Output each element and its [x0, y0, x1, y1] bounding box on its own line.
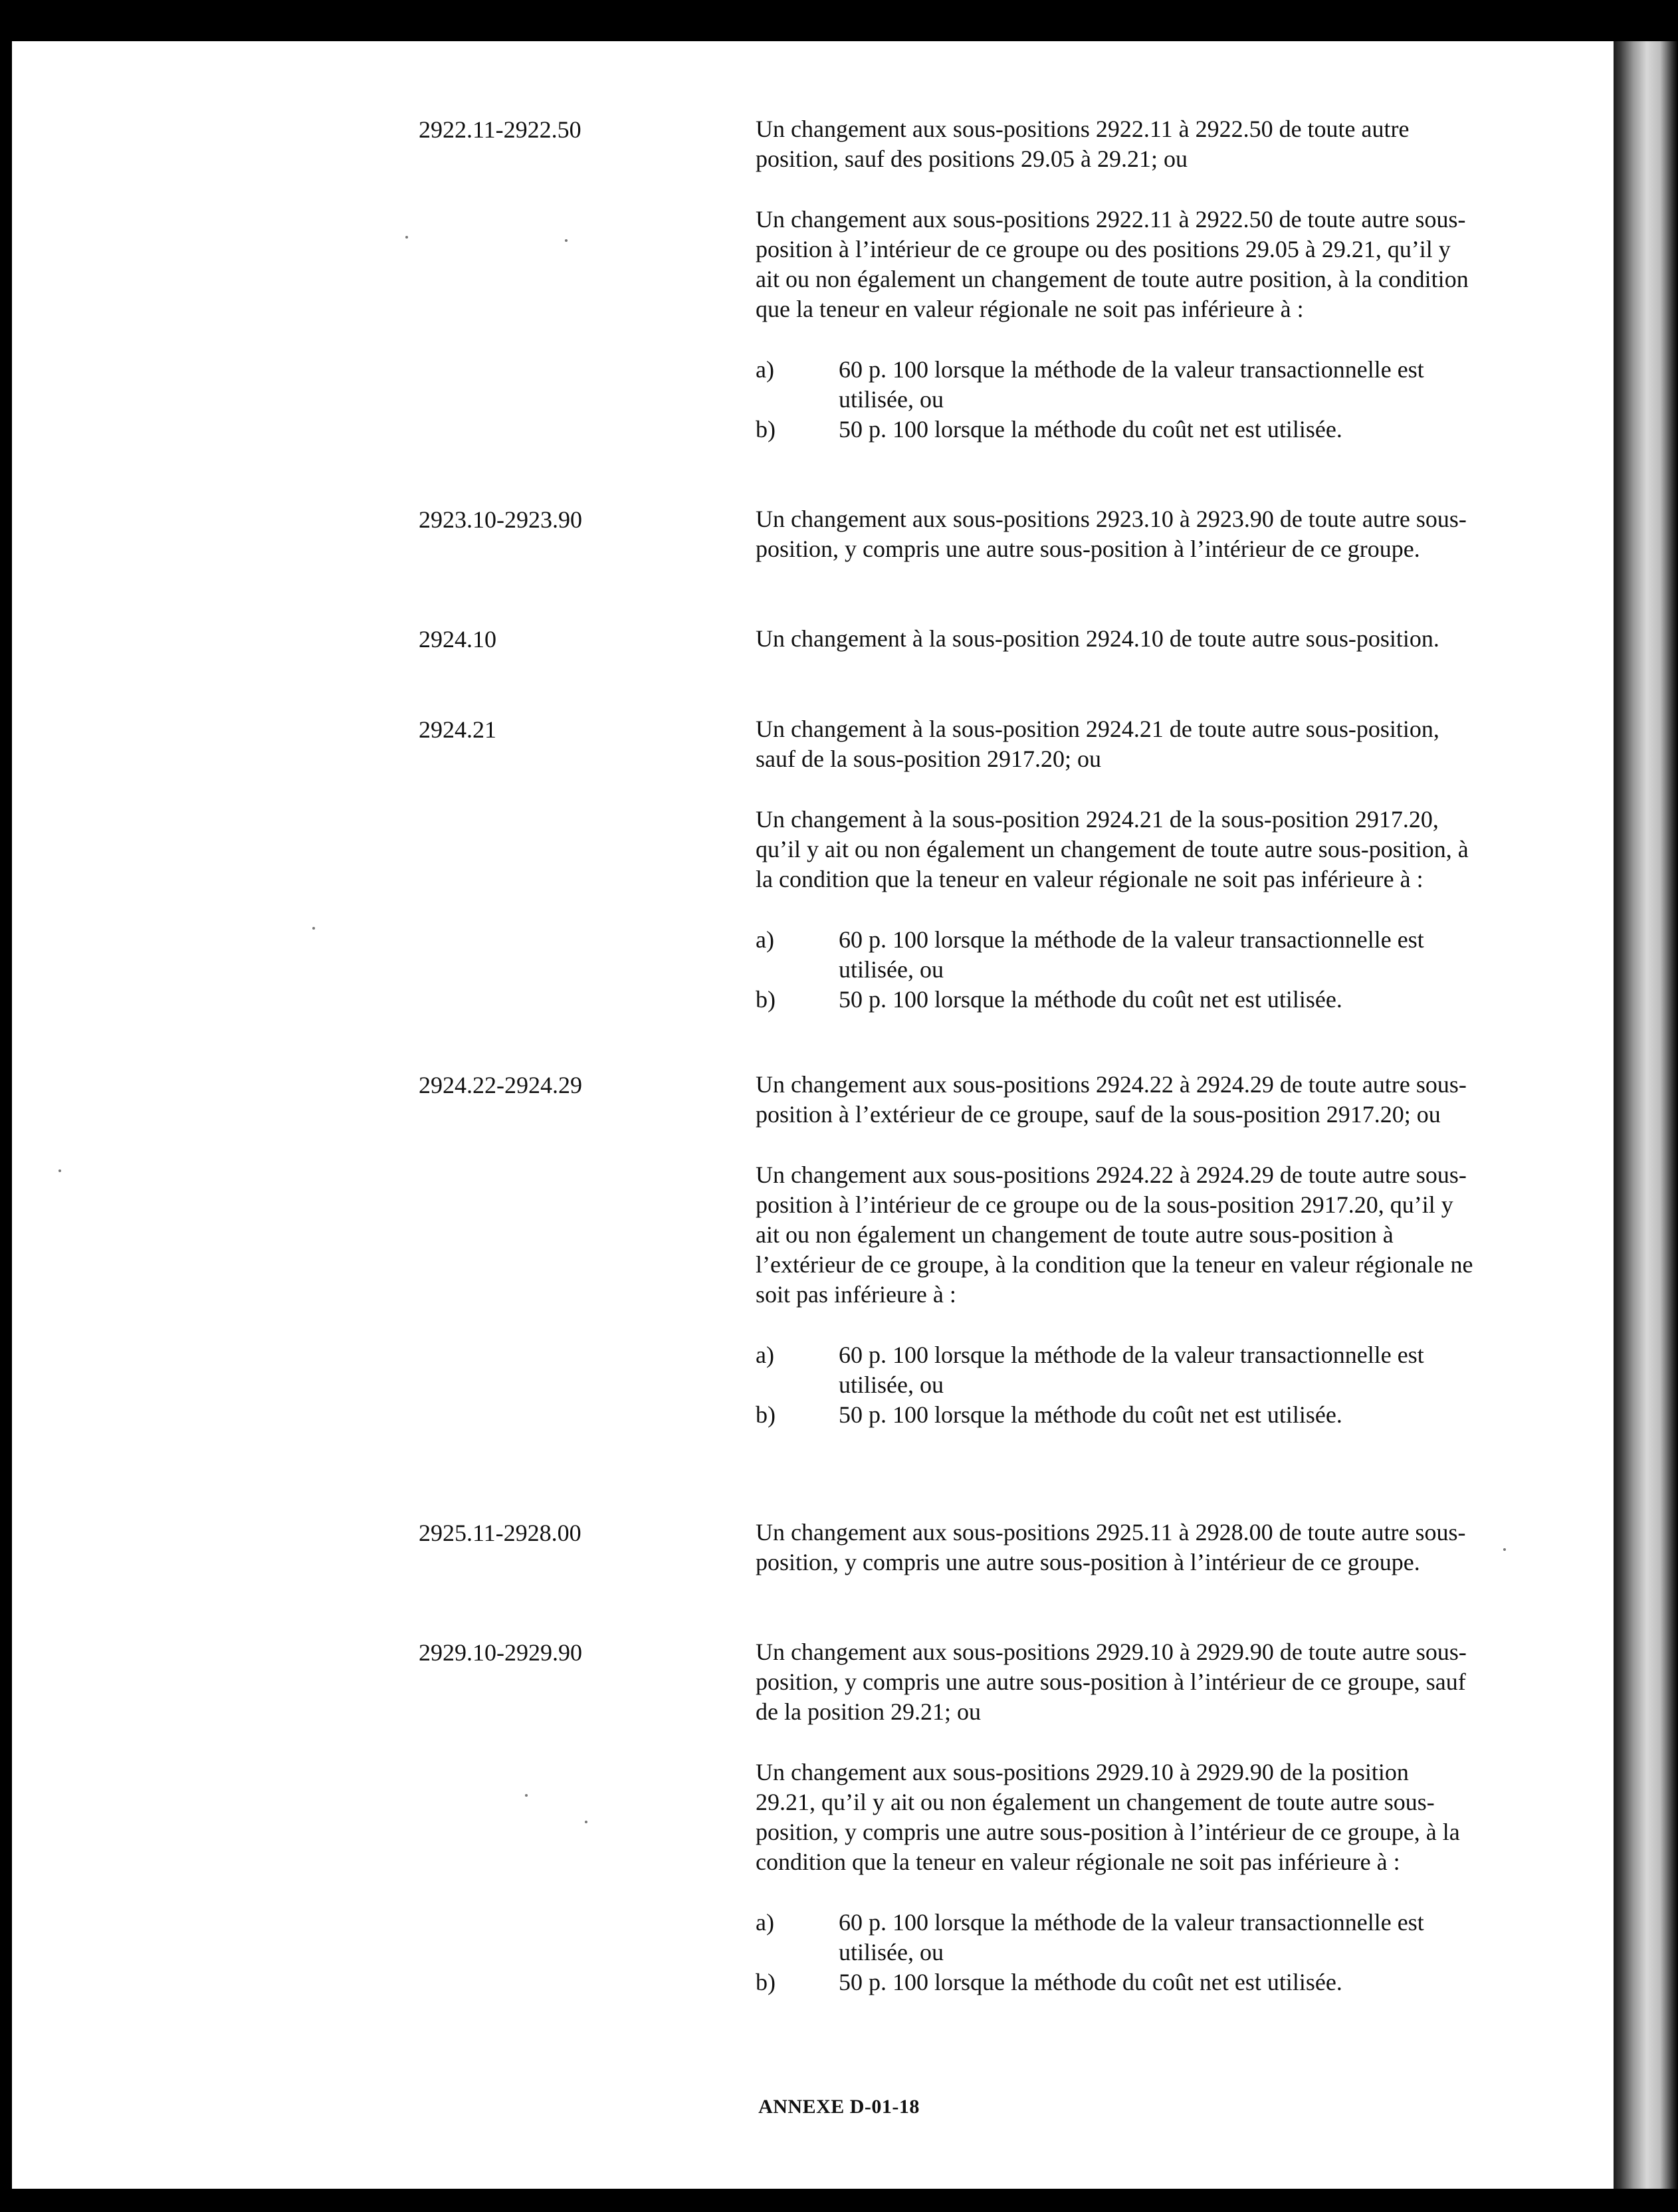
- item-marker: a): [756, 1909, 774, 1936]
- item-text: 50 p. 100 lorsque la méthode du coût net est utilisée.: [839, 416, 1342, 443]
- page-footer: ANNEXE D-01-18: [758, 2096, 920, 2118]
- condition-item: [756, 415, 1473, 445]
- item-marker: a): [756, 356, 774, 383]
- rule-paragraph: Un changement à la sous-position 2924.10 de toute autre sous-position.: [756, 625, 1439, 652]
- item-text: 50 p. 100 lorsque la méthode du coût net est utilisée.: [839, 1401, 1342, 1428]
- scan-speck: [312, 927, 315, 930]
- tariff-code: 2924.22-2924.29: [419, 1072, 582, 1098]
- condition-item: [756, 355, 1473, 415]
- item-text: 60 p. 100 lorsque la méthode de la valeur transactionnelle est utilisée, ou: [839, 1909, 1424, 1965]
- rule-paragraph: Un changement aux sous-positions 2922.11 à 2922.50 de toute autre sous-position à l’intérieur de ce groupe ou des positions 29.05 à 29.21, qu’il y ait ou non également un changement de toute autre position, à la condition que la teneur en valeur régionale ne soit pas inférieure à :: [756, 206, 1469, 322]
- item-text: 60 p. 100 lorsque la méthode de la valeur transactionnelle est utilisée, ou: [839, 356, 1424, 413]
- tariff-code: 2929.10-2929.90: [419, 1639, 582, 1666]
- rule-text: [756, 1518, 1473, 1608]
- item-marker: b): [756, 1969, 776, 1995]
- condition-list: [756, 925, 1473, 1015]
- rule-paragraph: Un changement aux sous-positions 2929.10 à 2929.90 de toute autre sous-position, y compris une autre sous-position à l’intérieur de ce groupe, sauf de la position 29.21; ou: [756, 1639, 1467, 1725]
- scan-speck: [58, 1169, 61, 1172]
- condition-list: [756, 355, 1473, 445]
- condition-item: [756, 1400, 1473, 1430]
- condition-item: [756, 925, 1473, 985]
- rule-text: [756, 624, 1473, 684]
- rule-paragraph: Un changement aux sous-positions 2925.11 à 2928.00 de toute autre sous-position, y compris une autre sous-position à l’intérieur de ce groupe.: [756, 1519, 1466, 1575]
- tariff-code: 2922.11-2922.50: [419, 116, 581, 143]
- tariff-code: 2925.11-2928.00: [419, 1520, 581, 1546]
- item-marker: b): [756, 986, 776, 1013]
- rule-paragraph: Un changement à la sous-position 2924.21 de toute autre sous-position, sauf de la sous-position 2917.20; ou: [756, 716, 1439, 772]
- scan-speck: [525, 1794, 528, 1797]
- scan-top-border: [0, 0, 1678, 41]
- item-text: 60 p. 100 lorsque la méthode de la valeur transactionnelle est utilisée, ou: [839, 1342, 1424, 1398]
- rule-paragraph: Un changement aux sous-positions 2929.10 à 2929.90 de la position 29.21, qu’il y ait ou non également un changement de toute autre sous-position, y compris une autre sous-position à l’intérieur de ce groupe, à la condition que la teneur en valeur régionale ne soit pas inférieure à :: [756, 1759, 1460, 1875]
- scan-left-border: [0, 0, 12, 2212]
- rule-text: [756, 1070, 1473, 1430]
- tariff-code: 2923.10-2923.90: [419, 506, 582, 533]
- rule-text: [756, 1637, 1473, 1997]
- condition-item: [756, 1908, 1473, 1967]
- rule-paragraph: Un changement à la sous-position 2924.21 de la sous-position 2917.20, qu’il y ait ou non également un changement de toute autre sous-position, à la condition que la teneur en valeur régionale ne soit pas inférieure à :: [756, 806, 1469, 892]
- rule-text: [756, 114, 1473, 445]
- rule-text: [756, 504, 1473, 595]
- item-text: 50 p. 100 lorsque la méthode du coût net est utilisée.: [839, 1969, 1342, 1995]
- rule-text: [756, 714, 1473, 1015]
- item-marker: b): [756, 1401, 776, 1428]
- item-marker: a): [756, 926, 774, 953]
- item-text: 50 p. 100 lorsque la méthode du coût net est utilisée.: [839, 986, 1342, 1013]
- rule-paragraph: Un changement aux sous-positions 2924.22 à 2924.29 de toute autre sous-position à l’extérieur de ce groupe, sauf de la sous-position 2917.20; ou: [756, 1071, 1467, 1128]
- condition-list: [756, 1340, 1473, 1430]
- scan-speck: [585, 1821, 587, 1823]
- condition-item: [756, 985, 1473, 1015]
- item-text: 60 p. 100 lorsque la méthode de la valeur transactionnelle est utilisée, ou: [839, 926, 1424, 983]
- tariff-code: 2924.21: [419, 716, 496, 743]
- rule-paragraph: Un changement aux sous-positions 2923.10 à 2923.90 de toute autre sous-position, y compris une autre sous-position à l’intérieur de ce groupe.: [756, 506, 1467, 562]
- scan-speck: [1503, 1548, 1506, 1551]
- scan-bottom-border: [0, 2189, 1678, 2212]
- tariff-code: 2924.10: [419, 626, 496, 653]
- scan-speck: [405, 236, 408, 239]
- rule-paragraph: Un changement aux sous-positions 2922.11 à 2922.50 de toute autre position, sauf des positions 29.05 à 29.21; ou: [756, 116, 1410, 172]
- scan-page-edge: [1614, 41, 1678, 2189]
- condition-list: [756, 1908, 1473, 1997]
- item-marker: a): [756, 1342, 774, 1368]
- condition-item: [756, 1340, 1473, 1400]
- scan-speck: [565, 239, 568, 242]
- item-marker: b): [756, 416, 776, 443]
- rule-paragraph: Un changement aux sous-positions 2924.22 à 2924.29 de toute autre sous-position à l’intérieur de ce groupe ou de la sous-position 2917.20, qu’il y ait ou non également un changement de toute autre sous-position à l’extérieur de ce groupe, à la condition que la teneur en valeur régionale ne soit pas inférieure à :: [756, 1161, 1473, 1308]
- condition-item: [756, 1967, 1473, 1997]
